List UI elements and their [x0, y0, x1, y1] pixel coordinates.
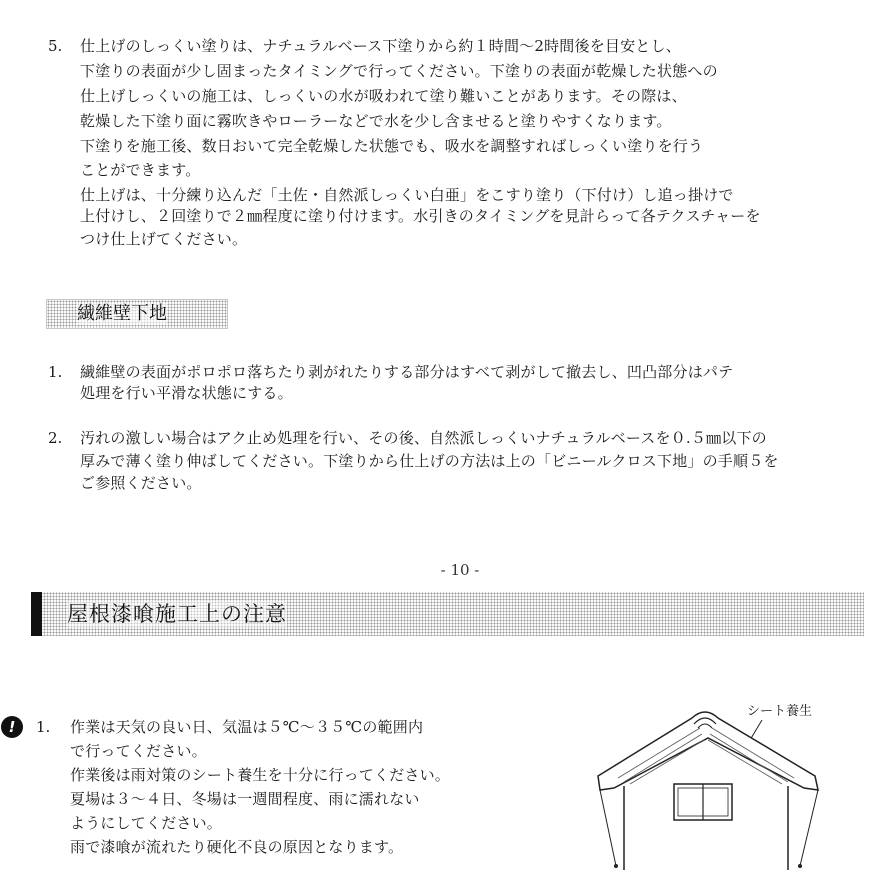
- fiber-item2-line-2: 厚みで薄く塗り伸ばしてください。下塗りから仕上げの方法は上の「ビニールクロス下地」の手順５を: [80, 452, 779, 470]
- item5-line-8: 上付けし、２回塗りで２㎜程度に塗り付けます。水引きのタイミングを見計らって各テクスチャーを: [80, 207, 761, 225]
- item5-line-7: 仕上げは、十分練り込んだ「土佐・自然派しっくい白亜」をこすり塗り（下付け）し追っ掛けで: [80, 186, 734, 204]
- item5-line-1: 仕上げのしっくい塗りは、ナチュラルベース下塗りから約１時間〜2時間後を目安とし、: [80, 37, 681, 55]
- item5-line-3: 仕上げしっくいの施工は、しっくいの水が吸われて塗り難いことがあります。その際は、: [80, 87, 687, 105]
- illustration-label: シート養生: [747, 704, 813, 719]
- fiber-item2-number: 2.: [48, 429, 63, 447]
- house-sheet-illustration: [590, 698, 830, 880]
- item5-line-5: 下塗りを施工後、数日おいて完全乾燥した状態でも、吸水を調整すればしっくい塗りを行う: [80, 137, 704, 155]
- section-heading-roof-plaster-text: 屋根漆喰施工上の注意: [67, 602, 287, 626]
- section-heading-fiber-wall: [46, 299, 228, 329]
- item5-line-2: 下塗りの表面が少し固まったタイミングで行ってください。下塗りの表面が乾燥した状態への: [80, 62, 718, 80]
- item5-number: 5.: [48, 37, 63, 55]
- roof-item1-line-4: 夏場は３〜４日、冬場は一週間程度、雨に濡れない: [70, 790, 420, 808]
- page-number: - 10 -: [440, 561, 480, 579]
- roof-item1-line-5: ようにしてください。: [70, 814, 223, 832]
- item5-line-4: 乾燥した下塗り面に霧吹きやローラーなどで水を少し含ませると塗りやすくなります。: [80, 112, 672, 130]
- fiber-item1-line-1: 繊維壁の表面がポロポロ落ちたり剥がれたりする部分はすべて剥がして撤去し、凹凸部分はパテ: [80, 363, 734, 381]
- section-heading-roof-plaster: [31, 592, 864, 636]
- roof-item1-line-6: 雨で漆喰が流れたり硬化不良の原因となります。: [70, 838, 404, 856]
- fiber-item1-line-2: 処理を行い平滑な状態にする。: [80, 384, 293, 402]
- roof-item1-number: 1.: [36, 718, 51, 736]
- fiber-item2-line-3: ご参照ください。: [80, 474, 202, 492]
- section-heading-fiber-wall-text: 繊維壁下地: [77, 303, 167, 324]
- fiber-item1-number: 1.: [48, 363, 63, 381]
- roof-item1-line-2: で行ってください。: [70, 742, 207, 760]
- item5-line-6: ことができます。: [80, 161, 201, 179]
- item5-line-9: つけ仕上げてください。: [80, 230, 248, 248]
- roof-item1-line-3: 作業後は雨対策のシート養生を十分に行ってください。: [70, 766, 451, 784]
- roof-item1-line-1: 作業は天気の良い日、気温は５℃〜３５℃の範囲内: [70, 718, 424, 736]
- section-heading-bar: [31, 592, 42, 636]
- exclamation-icon: !: [1, 716, 23, 738]
- fiber-item2-line-1: 汚れの激しい場合はアク止め処理を行い、その後、自然派しっくいナチュラルベースを０.５㎜以下の: [80, 429, 767, 447]
